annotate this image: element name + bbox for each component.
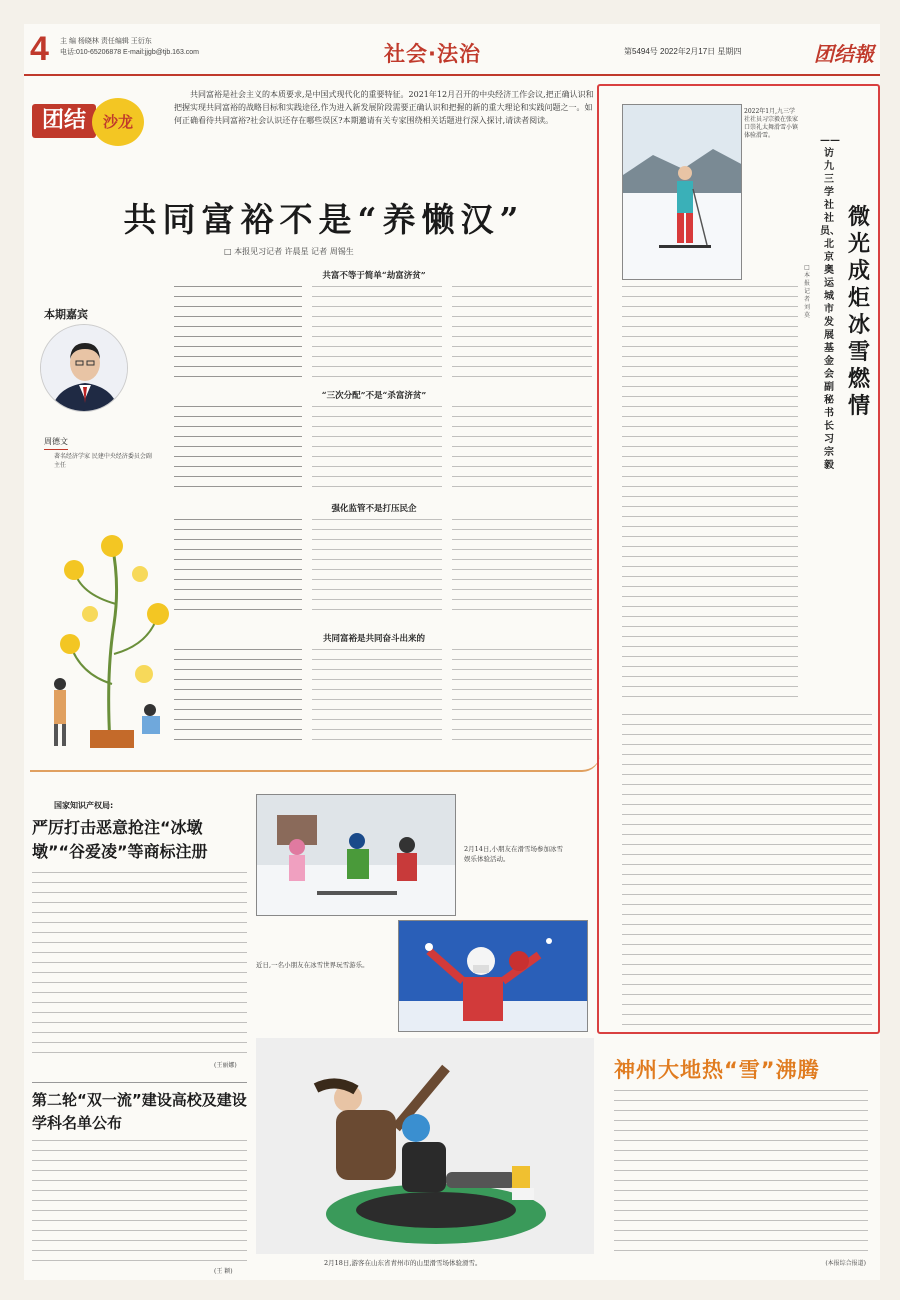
page-number: 4	[30, 30, 49, 68]
text-column	[312, 519, 442, 619]
girl-snow-photo	[398, 920, 588, 1032]
text-column	[312, 649, 442, 749]
text-column	[312, 286, 442, 382]
text-column	[452, 406, 592, 492]
skier-image	[623, 105, 742, 280]
dc-article-title: 第二轮“双一流”建设高校及建设学科名单公布	[32, 1082, 247, 1135]
guest-name: 周德文	[44, 436, 68, 450]
salon-intro: 共同富裕是社会主义的本质要求,是中国式现代化的重要特征。2021年12月召开的中央经济工作会议,把正确认识和把握实现共同富裕的战略目标和实践途径,作为进入新发展阶段需要正确认识和把握的新的重大理论和实践问题之一。如何正确看待共同富裕?社会认识还存在哪些误区?本期邀请有关专家围绕相关话题进行深入探讨,请读者阅读。	[174, 90, 594, 125]
guest-description: 著名经济学家 民建中央经济委员会副主任	[54, 453, 152, 469]
section-title: 社会·法治	[384, 42, 481, 66]
main-article-title: 共同富裕不是“养懒汉”	[123, 200, 525, 239]
kids-skiing-image	[257, 795, 456, 916]
girl-snow-image	[399, 921, 588, 1032]
subhead-1: 共富不等于简单“劫富济贫”	[322, 271, 426, 281]
text-column	[452, 519, 592, 619]
feature-skier-photo	[622, 104, 742, 280]
snow-tube-photo	[256, 1038, 594, 1254]
masthead	[24, 24, 880, 76]
salon-tag-left: 团结	[32, 104, 96, 138]
editors-line: 主 编 杨晓林 责任编辑 王衍东	[60, 38, 152, 45]
snow-feature-title: 神州大地热“雪”沸腾	[614, 1058, 820, 1082]
kids-skiing-photo	[256, 794, 456, 916]
text-column	[312, 406, 442, 492]
guest-portrait-icon	[41, 325, 128, 412]
money-plant-illustration	[40, 534, 180, 754]
qa-block	[174, 649, 302, 749]
text-column	[452, 286, 592, 382]
subhead-3: 强化监管不是打压民企	[331, 504, 417, 514]
feature-text-column	[622, 714, 872, 1026]
feature-byline: □ 本报记者 刘 莫	[803, 264, 810, 319]
snow-tube-image	[256, 1038, 594, 1254]
feature-text-column	[622, 286, 798, 706]
kids-photo-caption: 2月14日,小朋友在滑雪场参加冰雪娱乐体验活动。	[464, 845, 563, 863]
qa-block	[174, 519, 302, 619]
issue-info: 第5494号 2022年2月17日 星期四	[624, 47, 742, 56]
qa-block	[174, 406, 302, 492]
qa-block	[174, 286, 302, 382]
guest-avatar	[40, 324, 128, 412]
feature-photo-caption: 2022年1月,九三学社社员习宗毅在张家口崇礼太舞滑雪小镇体验滑雪。	[744, 108, 799, 139]
ip-article-text	[32, 872, 247, 1058]
guest-label: 本期嘉宾	[44, 308, 88, 321]
subhead-2: “三次分配”不是“杀富济贫”	[321, 391, 427, 401]
ip-article-source: 国家知识产权局:	[54, 801, 114, 810]
girl-photo-caption: 近日,一名小朋友在冰雪世界玩雪游乐。	[256, 961, 369, 969]
newspaper-logo: 团结報	[814, 42, 874, 66]
ip-article-byline: (王丽娜)	[214, 1062, 237, 1069]
tube-photo-caption: 2月18日,游客在山东省青州市的山里滑雪场体验滑雪。	[324, 1259, 482, 1267]
newspaper-page	[24, 24, 880, 1280]
contact-line: 电话:010-65206878 E-mail:jjgb@tjb.163.com	[60, 49, 200, 56]
snow-feature-byline: (本报综合报道)	[825, 1260, 866, 1267]
dc-article-byline: (王 颖)	[214, 1268, 233, 1275]
salon-tag-right: 沙龙	[92, 98, 144, 146]
editor-info	[60, 36, 260, 58]
text-column	[452, 649, 592, 749]
section-divider	[30, 754, 600, 772]
subhead-4: 共同富裕是共同奋斗出来的	[322, 634, 425, 644]
feature-title: 微光成炬 冰雪燃情	[847, 205, 870, 419]
salon-badge	[32, 98, 158, 146]
main-article-byline: □ 本报见习记者 许晨星 记者 周锡生	[224, 247, 354, 256]
snow-feature-text	[614, 1090, 868, 1256]
ip-article-title: 严厉打击恶意抢注“冰墩墩”“谷爱凌”等商标注册	[32, 818, 208, 861]
feature-subtitle: ——访九三学社社员、北京奥运城市发展基金会副秘书长习宗毅	[820, 135, 840, 471]
dc-article-text	[32, 1140, 247, 1264]
